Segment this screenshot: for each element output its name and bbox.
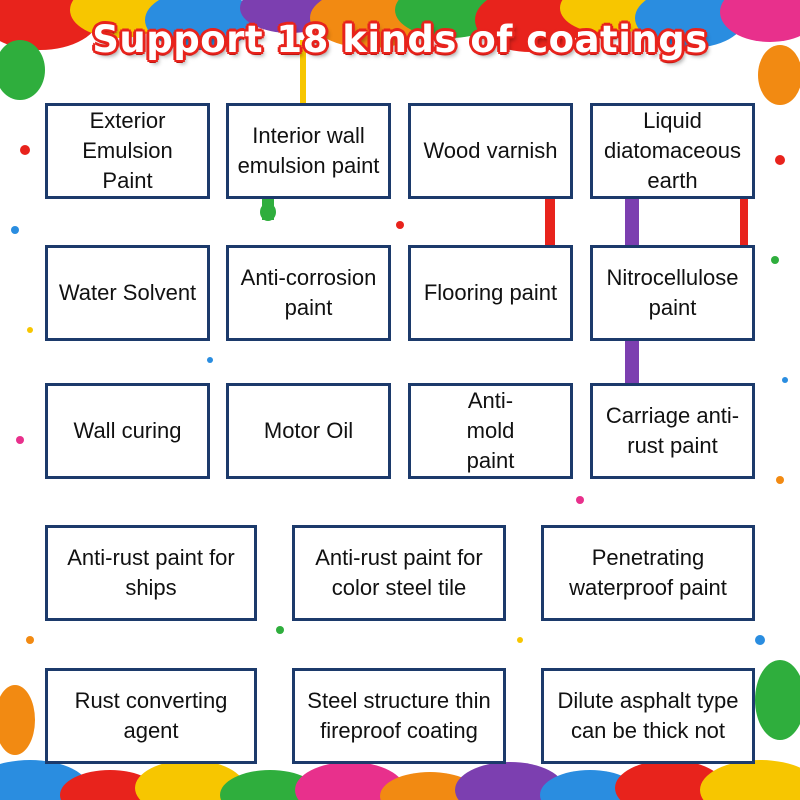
coating-motor-oil: Motor Oil [226, 383, 391, 479]
coating-penetrating-waterproof-paint: Penetrating waterproof paint [541, 525, 755, 621]
coating-flooring-paint: Flooring paint [408, 245, 573, 341]
coating-anti-rust-paint-ships: Anti-rust paint for ships [45, 525, 257, 621]
coating-wood-varnish: Wood varnish [408, 103, 573, 199]
coating-carriage-anti-rust-paint: Carriage anti-rust paint [590, 383, 755, 479]
coating-anti-corrosion-paint: Anti-corrosion paint [226, 245, 391, 341]
coating-exterior-emulsion-paint: Exterior Emulsion Paint [45, 103, 210, 199]
coating-anti-mold-paint: Anti-mold paint [408, 383, 573, 479]
coating-interior-wall-emulsion-paint: Interior wall emulsion paint [226, 103, 391, 199]
coating-dilute-asphalt-type: Dilute asphalt type can be thick not [541, 668, 755, 764]
coating-steel-structure-thin-fireproof: Steel structure thin fireproof coating [292, 668, 506, 764]
page-title: Support 18 kinds of coatings [92, 18, 708, 61]
coating-rust-converting-agent: Rust converting agent [45, 668, 257, 764]
coating-wall-curing: Wall curing [45, 383, 210, 479]
coating-anti-rust-paint-color-steel-tile: Anti-rust paint for color steel tile [292, 525, 506, 621]
coating-liquid-diatomaceous-earth: Liquid diatomaceous earth [590, 103, 755, 199]
coating-nitrocellulose-paint: Nitrocellulose paint [590, 245, 755, 341]
coating-water-solvent: Water Solvent [45, 245, 210, 341]
